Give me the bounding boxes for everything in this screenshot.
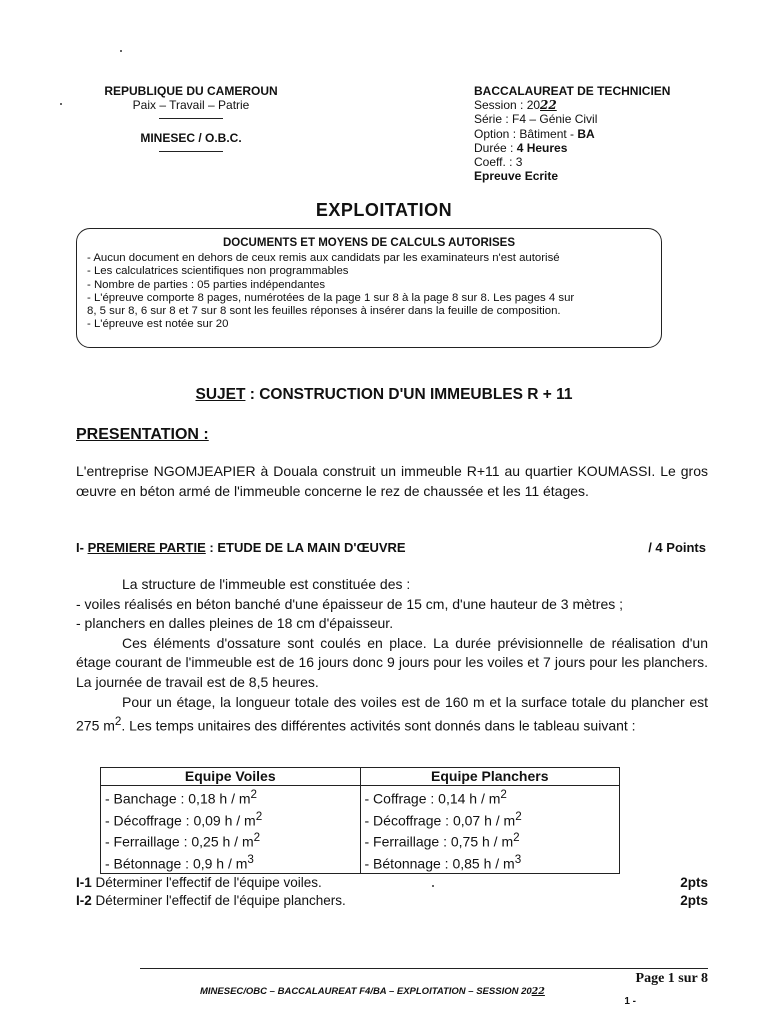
quantities-paragraph xyxy=(76,693,708,737)
presentation-heading: PRESENTATION : xyxy=(76,426,209,443)
table-cell xyxy=(101,851,361,873)
subject-text: : CONSTRUCTION D'UN IMMEUBLES R + 11 xyxy=(245,386,573,403)
duree-label: Durée : xyxy=(474,140,517,155)
part-prefix: I- xyxy=(76,540,88,555)
serie-line: Série : F4 – Génie Civil xyxy=(474,112,598,127)
table-cell xyxy=(360,829,620,851)
country-motto: Paix – Travail – Patrie xyxy=(132,98,250,112)
rules-line: - L'épreuve est notée sur 20 xyxy=(87,318,229,331)
page-label: Page xyxy=(635,971,668,986)
quantities-text: Pour un étage, la longueur totale des voiles est de 160 m et la surface totale du plancher est 275 m xyxy=(76,693,708,734)
superscript: 2 xyxy=(250,788,258,801)
footer-year: 22 xyxy=(531,986,545,997)
superscript: 2 xyxy=(500,788,507,801)
session-year: 22 xyxy=(540,98,557,113)
country-name: REPUBLIQUE DU CAMEROUN xyxy=(104,84,278,98)
page-number xyxy=(636,971,708,987)
part-one-body xyxy=(76,575,708,736)
option-label: Option : Bâtiment - xyxy=(474,126,578,141)
table-cell xyxy=(360,851,620,873)
superscript: 3 xyxy=(514,852,522,866)
superscript: 2 xyxy=(255,809,263,823)
table-header: Equipe Planchers xyxy=(360,768,620,786)
table-cell xyxy=(101,829,361,851)
table-row xyxy=(101,851,620,873)
superscript: 2 xyxy=(114,715,122,729)
footer-text xyxy=(200,986,545,997)
rules-line: - L'épreuve comporte 8 pages, numérotées de la page 1 sur 8 à la page 8 sur 8. Les pages 4 sur xyxy=(87,291,575,304)
header-left xyxy=(96,84,286,152)
cell-text: - Bétonnage : 0,9 h / m xyxy=(105,855,248,872)
header-right xyxy=(474,84,714,183)
question-text: Déterminer l'effectif de l'équipe planchers. xyxy=(91,893,346,908)
option-value: BA xyxy=(577,126,595,141)
option-line xyxy=(474,127,714,141)
question-item xyxy=(76,874,708,891)
part-points: / 4 Points xyxy=(648,540,706,555)
superscript: 2 xyxy=(253,831,261,845)
quantities-text: . Les temps unitaires des différentes activités sont donnés dans le tableau suivant : xyxy=(121,717,636,734)
superscript: 2 xyxy=(513,831,520,845)
table-cell xyxy=(101,786,361,808)
question-text: Déterminer l'effectif de l'équipe voiles. xyxy=(91,875,322,890)
table-cell xyxy=(360,786,620,808)
ministry-name: MINESEC / O.B.C. xyxy=(140,131,242,145)
part-one-heading xyxy=(76,540,706,555)
duree-line xyxy=(474,141,714,155)
table-row xyxy=(101,786,620,808)
page-total: sur 8 xyxy=(674,971,708,986)
header-divider xyxy=(159,118,223,119)
coeff-line: Coeff. : 3 xyxy=(474,155,523,170)
scan-speck xyxy=(120,50,122,52)
cell-text: - Bétonnage : 0,85 h / m xyxy=(364,855,515,872)
question-points: 2pts xyxy=(680,875,708,890)
rules-line: - Aucun document en dehors de ceux remis aux candidats par les examinateurs n'est autorisé xyxy=(87,252,560,265)
cell-text: - Décoffrage : 0,07 h / m xyxy=(364,812,516,829)
scan-speck xyxy=(432,885,434,887)
superscript: 3 xyxy=(247,852,254,866)
question-number: I-2 xyxy=(76,893,92,908)
page-current: 1 xyxy=(667,971,675,986)
part-label: PREMIERE PARTIE xyxy=(87,540,206,555)
page-title: EXPLOITATION xyxy=(315,200,453,220)
structure-intro: La structure de l'immeuble est constituée des : xyxy=(122,576,411,592)
cell-text: - Banchage : 0,18 h / m xyxy=(105,790,251,807)
scan-speck xyxy=(60,103,62,105)
structure-bullet: - planchers en dalles pleines de 18 cm d'épaisseur. xyxy=(76,615,394,632)
presentation-text: L'entreprise NGOMJEAPIER à Douala construit un immeuble R+11 au quartier KOUMASSI. Le gros œuvre en béton armé de l'immeuble concerne le rez de chaussée et les 11 étages. xyxy=(76,463,708,499)
session-line xyxy=(474,98,714,112)
exam-name: BACCALAUREAT DE TECHNICIEN xyxy=(474,84,671,98)
subject-label: SUJET xyxy=(195,386,246,403)
duree-value: 4 Heures xyxy=(516,140,568,155)
header-divider xyxy=(159,151,223,152)
rules-heading: DOCUMENTS ET MOYENS DE CALCULS AUTORISES xyxy=(223,237,515,249)
question-points: 2pts xyxy=(680,893,708,908)
superscript: 2 xyxy=(515,809,522,823)
cell-text: - Décoffrage : 0,09 h / m xyxy=(105,812,256,829)
epreuve-line: Epreuve Ecrite xyxy=(474,169,559,184)
cell-text: - Ferraillage : 0,75 h / m xyxy=(364,833,514,850)
session-label: Session : 20 xyxy=(474,98,541,113)
table-row xyxy=(101,808,620,830)
structure-bullet: - voiles réalisés en béton banché d'une épaisseur de 15 cm, d'une hauteur de 3 mètres ; xyxy=(76,595,624,612)
unit-times-table xyxy=(100,767,620,874)
table-cell xyxy=(360,808,620,830)
page-mark: 1 - xyxy=(624,996,636,1007)
part-title-text: : ETUDE DE LA MAIN D'ŒUVRE xyxy=(205,540,406,555)
rules-line: - Nombre de parties : 05 parties indépendantes xyxy=(87,278,326,291)
table-header: Equipe Voiles xyxy=(101,768,361,786)
footer-divider xyxy=(140,968,708,969)
question-item xyxy=(76,892,708,909)
footer-label: MINESEC/OBC – BACCALAUREAT F4/BA – EXPLOITATION – SESSION 20 xyxy=(200,986,532,997)
table-cell xyxy=(101,808,361,830)
subject-heading xyxy=(0,386,768,404)
rules-box xyxy=(76,228,662,348)
table-header-row xyxy=(101,768,620,786)
cell-text: - Ferraillage : 0,25 h / m xyxy=(105,833,254,850)
rules-line: 8, 5 sur 8, 6 sur 8 et 7 sur 8 sont les feuilles réponses à insérer dans la feuille de composition. xyxy=(87,305,561,318)
cell-text: - Coffrage : 0,14 h / m xyxy=(364,790,501,807)
rules-line: - Les calculatrices scientifiques non programmables xyxy=(87,265,349,278)
question-number: I-1 xyxy=(76,875,92,890)
duration-paragraph: Ces éléments d'ossature sont coulés en place. La durée prévisionnelle de réalisation d'un étage courant de l'immeuble est de 16 jours donc 9 jours pour les voiles et 7 jours pour les planchers. La journée de travail est de 8,5 heures. xyxy=(76,634,708,690)
table-row xyxy=(101,829,620,851)
